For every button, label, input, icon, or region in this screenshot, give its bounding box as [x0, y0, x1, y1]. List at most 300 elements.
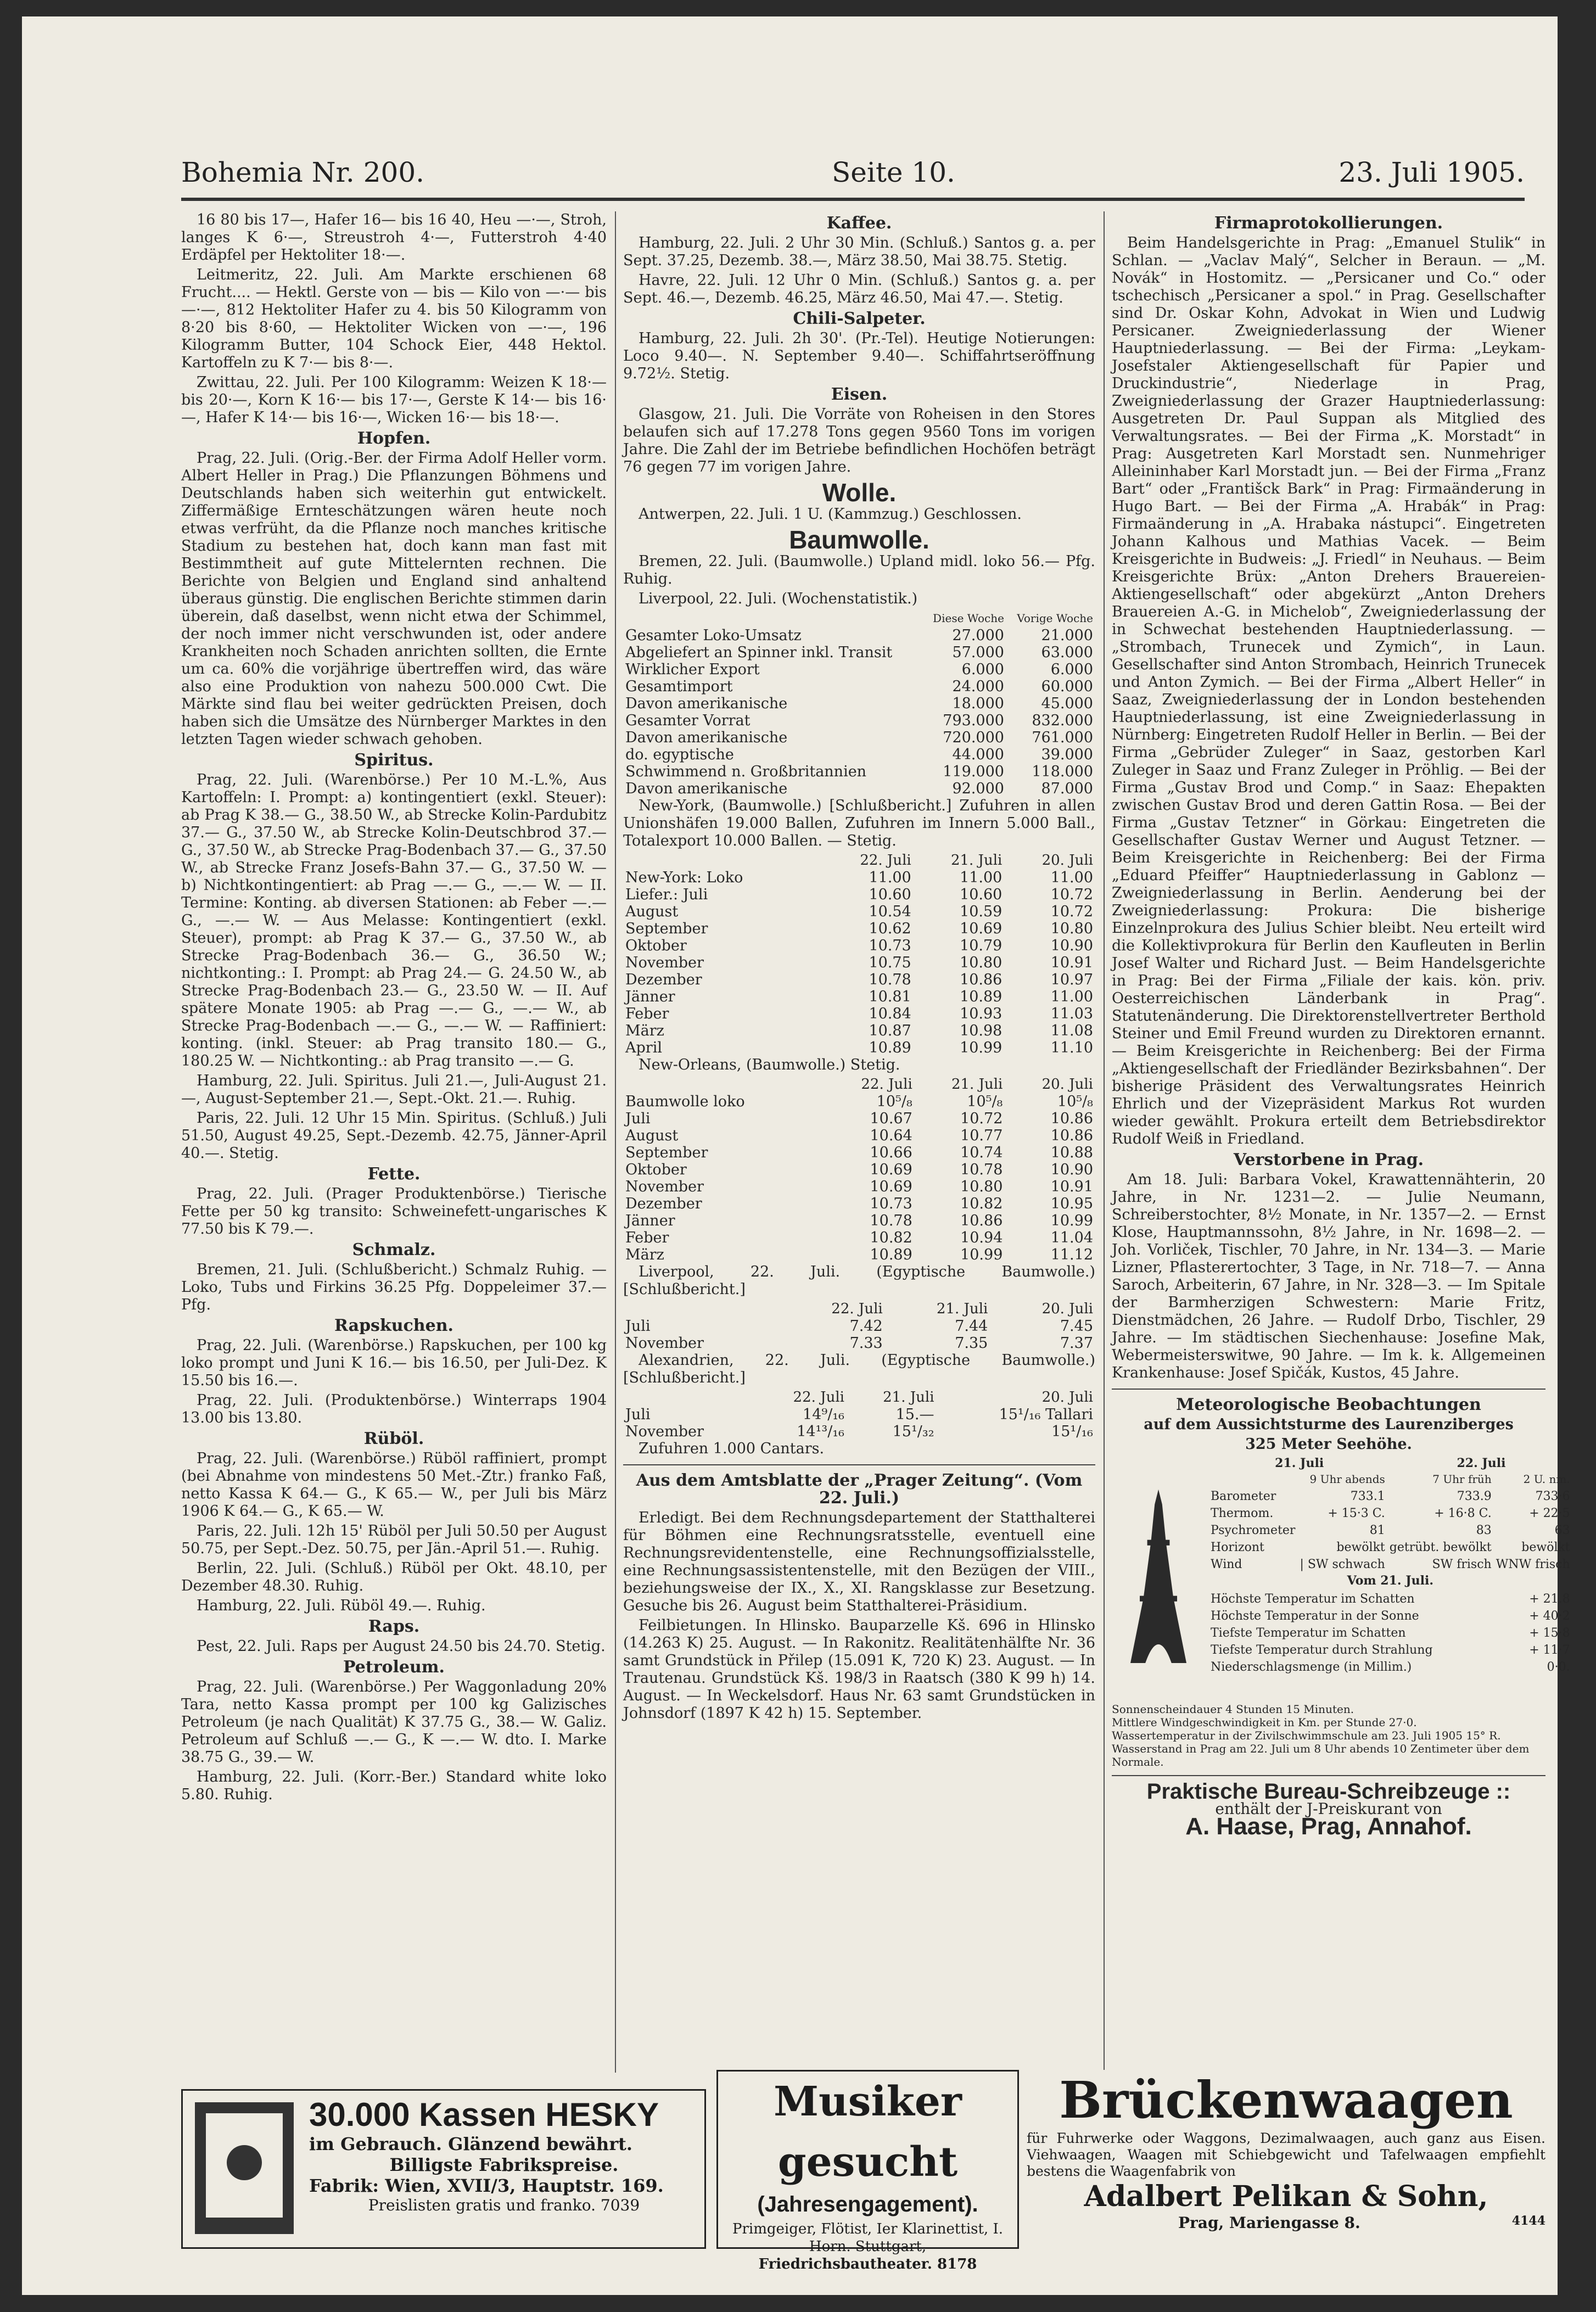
row-value: + 15·3 C. [1328, 1507, 1385, 1520]
row-value: 57.000 [952, 644, 1004, 661]
row-value: 10.72 [1050, 903, 1093, 920]
haase-ad [1112, 1779, 1545, 1840]
table-row [623, 954, 1095, 971]
row-label: Juli [625, 1406, 651, 1423]
table-row [623, 678, 1095, 695]
market-report: Leitmeritz, 22. Juli. Am Markte erschienen 68 Frucht.... — Hektl. Gerste von — bis — Kilo von —·— bis —·—, 812 Hektoliter Hafer zu 4. bis 50 Kilogramm von 8·20 bis 8·60, — Hektoliter Wicken von —·—, 196 Kilogramm Butter, 104 Schock Eier, 448 Hektol. Kartoffeln zu K 7·— bis 8·—. [181, 266, 607, 371]
col-header: 21. Juli [936, 1301, 988, 1317]
newspaper-page [22, 16, 1570, 2295]
row-label: Höchste Temperatur in der Sonne [1211, 1609, 1419, 1623]
meteo-extremes-table [1208, 1591, 1572, 1676]
table-row [1208, 1625, 1572, 1642]
row-label: Baumwolle loko [625, 1093, 745, 1110]
col-header: 20. Juli [1041, 1076, 1093, 1093]
hesky-title: 30.000 Kassen HESKY [309, 2096, 659, 2133]
meteo-height: 325 Meter Seehöhe. [1245, 1436, 1412, 1453]
market-report: Erledigt. Bei dem Rechnungsdepartement der Statthalterei für Böhmen eine Rechnungsratsstelle, eventuell eine Rechnungsrevidentenstelle, eine Rechnungsoffizialsstelle, eine Rechnungsassistentenstelle, mit den Bezügen der VIII., beziehungsweise der IX., X., XI. Rangsklasse zur Besetzung. Gesuche bis 26. August beim Statthalterei-Präsidium. [623, 1509, 1095, 1614]
row-value: 10.69 [870, 1178, 912, 1195]
row-value: 11.10 [1050, 1039, 1093, 1056]
section-heading: Firmaprotokollierungen. [1214, 214, 1443, 233]
row-value: 11.03 [1050, 1005, 1093, 1022]
meteo-time: 7 Uhr früh [1432, 1473, 1492, 1486]
row-value: 10.73 [869, 937, 911, 954]
alexandria-footnote: Zufuhren 1.000 Cantars. [639, 1440, 825, 1457]
col-header: Vorige Woche [1017, 612, 1093, 625]
table-row [623, 920, 1095, 937]
col-header: 22. Juli [831, 1301, 883, 1317]
col-header: 22. Juli [861, 1076, 912, 1093]
row-label: Tiefste Temperatur im Schatten [1211, 1626, 1406, 1640]
row-value: 10.86 [1050, 1110, 1093, 1127]
row-value: 10.89 [960, 988, 1003, 1005]
hesky-line: Billigste Fabrikspreise. [389, 2154, 619, 2175]
row-value: 10.88 [1050, 1144, 1093, 1161]
market-report: Prag, 22. Juli. (Orig.-Ber. der Firma Adolf Heller vorm. Albert Heller in Prag.) Die Pflanzungen Böhmens und Deutschlands haben sich weiterhin gut entwickelt. Ziffermäßige Ernteschätzungen wären heute noch etwas verfrüht, da die Pflanze noch manches kritische Stadium zu bestehen hat, doch kann man fast mit Bestimmtheit auf gute Mittelernten rechnen. Die Berichte von Belgien und England sind anhaltend überaus günstig. Die englischen Berichte stimmen darin überein, daß daselbst, wenn nicht etwa der Schimmel, der noch immer nicht verschwunden ist, oder andere Krankheiten noch Schaden anrichten sollten, die Ernte um ca. 60% die vorjährige übertreffen wird, das wäre also eine Produktion von nahezu 500.000 Cwt. Die Märkte sind flau bei weiter gedrückten Preisen, doch haben sich die Umsätze des Nürnberger Marktes in den letzten Tagen wieder schwach gehoben. [181, 450, 607, 748]
section-heading: Eisen. [831, 385, 888, 404]
table-row [623, 1039, 1095, 1056]
table-row [623, 1110, 1095, 1127]
liverpool-weekly-table [623, 610, 1095, 797]
row-value: 10.69 [960, 920, 1003, 937]
row-value: 45.000 [1041, 695, 1093, 712]
pelikan-number: 4144 [1511, 2214, 1545, 2228]
row-value: 10.78 [960, 1161, 1003, 1178]
row-value: 18.000 [952, 695, 1004, 712]
row-value: 10.86 [1050, 1127, 1093, 1144]
section-rule [623, 1464, 1095, 1465]
table-row [1208, 1556, 1572, 1573]
table-row [623, 763, 1095, 780]
row-value: 14¹³/₁₆ [797, 1423, 844, 1440]
row-value: getrübt. bewölkt [1389, 1541, 1492, 1554]
row-value: 10.72 [960, 1110, 1003, 1127]
row-value: 10.87 [869, 1022, 911, 1039]
column-markets-1 [181, 211, 607, 2073]
row-value: 118.000 [1032, 763, 1093, 780]
row-value: 10.78 [870, 1212, 912, 1229]
row-value: 10.81 [869, 988, 911, 1005]
row-value: + 21.8 [1529, 1592, 1570, 1606]
row-label: do. egyptische [625, 746, 734, 763]
row-value: 44.000 [952, 746, 1004, 763]
row-value: 10.99 [960, 1246, 1003, 1263]
market-report: Bremen, 21. Juli. (Schlußbericht.) Schmalz Ruhig. — Loko, Tubs und Firkins 36.25 Pfg. Doppeleimer 37.— Pfg. [181, 1261, 607, 1313]
meteo-note: Wassertemperatur in der Zivilschwimmschule am 23. Juli 1905 15° R. [1112, 1729, 1501, 1742]
hesky-line: im Gebrauch. Glänzend bewährt. [309, 2134, 632, 2154]
market-report: Paris, 22. Juli. 12 Uhr 15 Min. Spiritus. (Schluß.) Juli 51.50, August 49.25, Sept.-Dezemb. 42.75, Jänner-April 40.—. Stetig. [181, 1110, 607, 1162]
meteo-dates [1208, 1456, 1572, 1471]
row-value: 10.86 [960, 971, 1003, 988]
row-value: 10.75 [869, 954, 911, 971]
table-row [623, 729, 1095, 746]
issue-date: 23. Juli 1905. [1339, 156, 1525, 188]
meteo-table [1208, 1471, 1572, 1573]
row-value: 7.44 [955, 1318, 988, 1335]
row-value: 81 [1369, 1524, 1385, 1537]
meteo-date: 22. Juli [1457, 1456, 1506, 1470]
observation-tower-icon [1112, 1461, 1205, 1697]
row-value: 10.99 [1050, 1212, 1093, 1229]
row-label: Horizont [1211, 1541, 1264, 1554]
newyork-cotton-table [623, 852, 1095, 1056]
table-row [623, 1178, 1095, 1195]
row-value: 10.54 [869, 903, 911, 920]
row-value: 11.00 [1050, 869, 1093, 886]
row-label: Abgeliefert an Spinner inkl. Transit [625, 644, 893, 661]
musiker-ad [716, 2070, 1019, 2272]
market-report: Antwerpen, 22. Juli. 1 U. (Kammzug.) Geschlossen. [639, 506, 1022, 523]
row-value: 7.35 [955, 1335, 988, 1352]
row-label: Dezember [625, 971, 702, 988]
table-row [623, 746, 1095, 763]
row-label: November [625, 1335, 704, 1352]
row-value: 24.000 [952, 678, 1004, 695]
safe-icon [189, 2096, 299, 2240]
col-header: 20. Juli [1041, 852, 1093, 869]
section-heading-large: Baumwolle. [789, 525, 929, 554]
row-label: Jänner [625, 988, 675, 1005]
row-label: Wirklicher Export [625, 661, 760, 678]
table-row [623, 1161, 1095, 1178]
musiker-sub: (Jahresengagement). [757, 2192, 978, 2216]
row-value: 60.000 [1041, 678, 1093, 695]
hesky-ad [181, 2089, 706, 2249]
row-value: 10.98 [960, 1022, 1003, 1039]
pelikan-addr: Prag, Mariengasse 8. [1178, 2214, 1360, 2232]
col-header: Diese Woche [933, 612, 1004, 625]
meteo-time: 9 Uhr abends [1309, 1473, 1385, 1486]
section-heading-large: Wolle. [822, 478, 897, 507]
pelikan-ad [1027, 2070, 1545, 2246]
market-report: Beim Handelsgerichte in Prag: „Emanuel Stulik“ in Schlan. — „Vaclav Malý“, Selcher in Beraun. — „M. Novák“ in Hostomitz. — „Persicaner und Co.“ oder tschechisch „Persicaner a spol.“ in Prag. Gesellschafter sind Dr. Oskar Kohn, Advokat in Wien und Ludwig Persicaner. Zweigniederlassung der Wiener Hauptniederlassung. — Bei der Firma: „Leykam-Josefstaler Aktiengesellschaft für Papier und Druckindustrie“, Niederlage in Prag, Zweigniederlassung der Grazer Hauptniederlassung: Ausgetreten Dr. Paul Suppan als Mitglied des Verwaltungsrates. — Bei der Firma „K. Morstadt“ in Prag: Ausgetreten Karl Morstadt sen. Nunmehriger Alleininhaber Karl Morstadt jun. — Bei der Firma „Franz Bart“ oder „Františck Bark“ in Prag: Firmaänderung in Hugo Bart. — Bei der Firma „A. Hrabák“ in Prag: Firmaänderung in „A. Hrabaka nástupci“. Eingetreten Johann Kalhous und Mathias Vacek. — Beim Kreisgerichte in Budweis: „J. Friedl“ in Neuhaus. — Beim Kreisgerichte Brüx: „Anton Drehers Brauereien-Aktiengesellschaft“ oder abgekürzt „Anton Drehers Brauereien A.-G. in Michelob“, Zweigniederlassung der in Schwechat bestehenden Hauptniederlassung. — „Strombach, Trunecek und Zymich“, in Laun. Gesellschafter sind Anton Strombach, Heinrich Trunecek und Anton Zymich. — Bei der Firma „Albert Heller“ in Saaz, Zweigniederlassung der in London bestehenden Hauptniederlassung, ist eine Zweigniederlassung in Nürnberg: Eingetreten Rudolf Heller in Berlin. — Bei der Firma „Gebrüder Zuleger“ in Saaz, gestorben Karl Zuleger in Saaz und Franz Zuleger in Pröhlig. — Bei der Firma „Gustav Brod und Comp.“ in Saaz: Ehepakten zwischen Gustav Brod und deren Gattin Rosa. — Bei der Firma „Gustav Tetzner“ in Görkau: Eingetreten die Gesellschafter Gustav Werner und August Tetzner. — Beim Kreisgerichte in Reichenberg: Bei der Firma „Eduard Pfeiffer“ Hauptniederlassung in Gablonz — Zweigniederlassung in Berlin. Aenderung bei der Zweigniederlassung: Prokura: Die bisherige Einzelnprokura des Julius Schier bleibt. Neu erteilt wird die Kollektivprokura für Berlin den Kaufleuten in Berlin Josef Walter und Richard Just. — Beim Handelsgerichte in Prag: Bei der Firma „Filiale der kais. kön. priv. Oesterreichischen Länderbank in Prag“. Statutenänderung. Die Direktorenstellvertreter Berthold Steiner und Emil Freund wurden zu Direktoren ernannt. — Beim Kreisgerichte in Reichenberg: Bei der Firma „Aktiengesellschaft der Friedländer Bezirksbahnen“. Der bisherige Präsident des Verwaltungsrates Heinrich Ehrlich und der Vizepräsident Markus Rot wurden wieder gewählt. Prokura erteilt dem Betriebsdirektor Rudolf Weiß in Friedland. [1112, 234, 1545, 1147]
market-report: Prag, 22. Juli. (Warenbörse.) Rüböl raffiniert, prompt (bei Abnahme von mindestens 50 Met.-Ztr.) franko Faß, netto Kassa K 64.— G., K 65.— W., per Juli bis März 1906 K 64.— G., K 65.— W. [181, 1450, 607, 1520]
table-row [1208, 1539, 1572, 1556]
row-label: New-York: Loko [625, 869, 743, 886]
meteo-subtitle: auf dem Aussichtsturme des Laurenziberges [1144, 1416, 1514, 1433]
table-row [1208, 1522, 1572, 1539]
row-value: 10.94 [960, 1229, 1003, 1246]
section-heading: Kaffee. [826, 214, 892, 233]
row-value: 6.000 [961, 661, 1004, 678]
musiker-title: Musiker gesucht [774, 2078, 962, 2186]
section-heading: Hopfen. [357, 429, 431, 448]
meteo-box [1112, 1395, 1570, 1768]
row-label: Psychrometer [1211, 1524, 1296, 1537]
column-markets-2 [623, 211, 1095, 2073]
row-label: Thermom. [1211, 1507, 1274, 1520]
musiker-text: Friedrichsbautheater. 8178 [758, 2256, 977, 2272]
row-value: WNW frisch [1496, 1558, 1570, 1571]
row-value: 10.59 [960, 903, 1003, 920]
table-row [623, 903, 1095, 920]
row-value: 10.72 [1050, 886, 1093, 903]
col-header: 21. Juli [950, 852, 1003, 869]
table-row [1208, 1659, 1572, 1676]
table-row [623, 1212, 1095, 1229]
row-value: bewölkt [1336, 1541, 1385, 1554]
row-value: 10.97 [1050, 971, 1093, 988]
row-value: 10.82 [870, 1229, 912, 1246]
row-label: Oktober [625, 937, 687, 954]
meteo-time: 2 U. nm. [1523, 1473, 1570, 1486]
col-header: 20. Juli [1041, 1301, 1093, 1317]
row-value: 63 [1554, 1524, 1570, 1537]
row-label: September [625, 1144, 708, 1161]
row-value: 10.90 [1050, 1161, 1093, 1178]
table-row [623, 1406, 1095, 1423]
liverpool-egyptian-report: Liverpool, 22. Juli. (Egyptische Baumwolle.) [Schlußbericht.] [623, 1263, 1095, 1298]
row-value: 10.86 [960, 1212, 1003, 1229]
hesky-line: Fabrik: Wien, XVII/3, Hauptstr. 169. [309, 2175, 664, 2196]
haase-text: enthält der J-Preiskurant von [1215, 1800, 1442, 1818]
section-heading: Verstorbene in Prag. [1233, 1150, 1424, 1169]
musiker-text: Primgeiger, Flötist, Ier Klarinettist, I. Horn. Stuttgart, [732, 2221, 1003, 2255]
official-gazette-section [623, 1472, 1095, 1722]
row-label: Tiefste Temperatur durch Strahlung [1211, 1643, 1433, 1657]
market-report: Havre, 22. Juli. 12 Uhr 0 Min. (Schluß.) Santos g. a. per Sept. 46.—, Dezemb. 46.25, März 46.50, Mai 47.—. Stetig. [623, 272, 1095, 306]
row-label: Davon amerikanische [625, 729, 788, 746]
row-value: 39.000 [1041, 746, 1093, 763]
row-value: 7.33 [849, 1335, 883, 1352]
market-report: Hamburg, 22. Juli. Rüböl 49.—. Ruhig. [197, 1597, 486, 1614]
row-value: SW frisch [1432, 1558, 1492, 1571]
paper-title: Bohemia Nr. 200. [181, 156, 425, 188]
row-value: 733.9 [1457, 1490, 1492, 1503]
row-label: Niederschlagsmenge (in Millim.) [1211, 1660, 1412, 1674]
table-row [623, 988, 1095, 1005]
pelikan-text: für Fuhrwerke oder Waggons, Dezimalwaagen, auch ganz aus Eisen. Viehwaagen, Waagen mit Schiebgewicht und Tafelwaagen empfiehlt bestens die Waagenfabrik von [1027, 2130, 1545, 2179]
row-label: November [625, 1423, 704, 1440]
section-heading: Raps. [368, 1617, 420, 1636]
table-row [1208, 1608, 1572, 1625]
row-value: + 22·5 [1529, 1507, 1570, 1520]
row-value: 10⁵/₈ [967, 1093, 1003, 1110]
row-value: 733.1 [1350, 1490, 1385, 1503]
market-report: Hamburg, 22. Juli. Spiritus. Juli 21.—, Juli-August 21.—, August-September 21.—, Sept.-Okt. 21.—. Ruhig. [181, 1072, 607, 1107]
market-report: Prag, 22. Juli. (Warenbörse.) Per Waggonladung 20% Tara, netto Kassa prompt per 100 kg Galizisches Petroleum (je nach Qualität) K 37.75 G., 38.— W. Galiz. Petroleum auf Schluß —.— G., K —.— W. dto. I. Marke 38.75 G., 39.— W. [181, 1678, 607, 1766]
row-value: 10.60 [960, 886, 1003, 903]
row-value: 10.77 [960, 1127, 1003, 1144]
table-row [1208, 1591, 1572, 1608]
row-value: 11.00 [960, 869, 1003, 886]
row-value: 10.84 [869, 1005, 911, 1022]
row-value: 10.73 [870, 1195, 912, 1212]
meteo-note: Wasserstand in Prag am 22. Juli um 8 Uhr abends 10 Zentimeter über dem Normale. [1112, 1742, 1530, 1768]
notices-section [1112, 215, 1545, 1382]
row-value: 10.80 [1050, 920, 1093, 937]
row-value: + 15·8 [1529, 1626, 1570, 1640]
row-label: Schwimmend n. Großbritannien [625, 763, 867, 780]
row-value: 15.— [895, 1406, 934, 1423]
row-value: 83 [1476, 1524, 1492, 1537]
row-value: + 16·8 C. [1434, 1507, 1492, 1520]
table-row [623, 644, 1095, 661]
table-row [623, 1423, 1095, 1440]
meteo-day-label: Vom 21. Juli. [1347, 1574, 1434, 1588]
section-rule [1112, 1775, 1545, 1776]
table-row [623, 869, 1095, 886]
row-value: 92.000 [952, 780, 1004, 797]
market-report: Prag, 22. Juli. (Produktenbörse.) Winterraps 1904 13.00 bis 13.80. [181, 1392, 607, 1426]
column-divider [1104, 211, 1105, 2073]
section-heading: Fette. [367, 1165, 421, 1184]
row-value: 10.79 [960, 937, 1003, 954]
row-value: 10.80 [960, 1178, 1003, 1195]
column-notices [1112, 211, 1570, 2073]
alexandria-report: Alexandrien, 22. Juli. (Egyptische Baumwolle.) [Schlußbericht.] [623, 1352, 1095, 1386]
newyork-report: New-York, (Baumwolle.) [Schlußbericht.] Zufuhren in allen Unionshäfen 19.000 Ballen, Zufuhren im Innern 5.000 Ball., Totalexport 10.000 Ballen. — Stetig. [623, 797, 1095, 849]
table-row [623, 971, 1095, 988]
row-value: 10.64 [870, 1127, 912, 1144]
row-value: 15¹/₁₆ Tallari [999, 1406, 1093, 1423]
market-report: Prag, 22. Juli. (Warenbörse.) Per 10 M.-L.%, Aus Kartoffeln: I. Prompt: a) kontingentiert (exkl. Steuer): ab Prag K 38.— G., 38.50 W., ab Strecke Kolin-Pardubitz 37.— G., 37.50 W., ab Strecke Kolin-Deutschbrod 37.— G., 37.50 W., ab Strecke Prag-Bodenbach 37.— G., 37.50 W., ab Strecke Franz Josefs-Bahn 37.— G., 37.50 W. — b) Nichtkontingentiert: ab Prag —.— G., —.— W. — II. Termine: Konting. ab diversen Stationen: ab Feber —.— G., —.— W. — Aus Melasse: Kontingentiert (exkl. Steuer), prompt: ab Prag K 37.— G., 37.50 W., ab Strecke Prag-Bodenbach 36.— G., 36.50 W.; nichtkonting.: I. Prompt: ab Prag 24.— G. 24.50 W., ab Strecke Prag-Bodenbach 23.— G., 23.50 W. — II. Auf spätere Monate 1905: ab Prag —.— G., —.— W., ab Strecke Prag-Bodenbach —.— G., —.— W. — Raffiniert: konting. (inkl. Steuer: ab Prag transito 180.— G., 180.25 W. — Nichtkonting.: ab Prag transito —.— G. [181, 771, 607, 1070]
section-heading: Rüböl. [363, 1429, 424, 1448]
row-label: Wind [1211, 1558, 1242, 1571]
row-value: 11.04 [1050, 1229, 1093, 1246]
col-header: 22. Juli [860, 852, 911, 869]
row-label: April [625, 1039, 662, 1056]
row-value: 832.000 [1032, 712, 1093, 729]
row-value: 10.74 [960, 1144, 1003, 1161]
col-header: 20. Juli [1041, 1389, 1093, 1406]
meteo-note: Sonnenscheindauer 4 Stunden 15 Minuten. [1112, 1703, 1354, 1716]
table-row [1208, 1642, 1572, 1659]
row-value: 6.000 [1050, 661, 1093, 678]
row-value: | SW schwach [1300, 1558, 1385, 1571]
row-value: 10.66 [870, 1144, 912, 1161]
row-value: + 11·7 [1529, 1643, 1570, 1657]
row-label: Davon amerikanische [625, 695, 788, 712]
row-value: 11.00 [1050, 988, 1093, 1005]
row-value: 10.78 [869, 971, 911, 988]
section-heading: Spiritus. [354, 751, 434, 770]
col-header: 21. Juli [883, 1389, 934, 1406]
table-row [623, 937, 1095, 954]
table-row [623, 1144, 1095, 1161]
row-label: Gesamtimport [625, 678, 733, 695]
table-row [623, 1229, 1095, 1246]
row-value: 10.93 [960, 1005, 1003, 1022]
row-label: November [625, 1178, 704, 1195]
row-value: 7.45 [1060, 1318, 1093, 1335]
col-header: 22. Juli [793, 1389, 844, 1406]
section-heading: Aus dem Amtsblatte der „Prager Zeitung“. (Vom 22. Juli.) [636, 1471, 1083, 1508]
section-heading: Chili-Salpeter. [793, 309, 926, 328]
row-label: Gesamter Vorrat [625, 712, 751, 729]
table-row [623, 1127, 1095, 1144]
row-value: 10.62 [869, 920, 911, 937]
col-header: 21. Juli [951, 1076, 1003, 1093]
row-label: September [625, 920, 708, 937]
table-row [623, 695, 1095, 712]
row-value: 11.08 [1050, 1022, 1093, 1039]
table-row [623, 712, 1095, 729]
row-label: Jänner [625, 1212, 675, 1229]
row-value: 11.00 [869, 869, 911, 886]
market-report: Hamburg, 22. Juli. 2h 30'. (Pr.-Tel). Heutige Notierungen: Loco 9.40—. N. September 9.40—. Schiffahrtseröffnung 9.72½. Stetig. [623, 330, 1095, 382]
row-value: 10.89 [869, 1039, 911, 1056]
row-value: 10.69 [870, 1161, 912, 1178]
page-number: Seite 10. [832, 156, 955, 188]
row-label: Oktober [625, 1161, 687, 1178]
pelikan-title: Brückenwaagen [1059, 2070, 1513, 2130]
row-value: 15¹/₁₆ [1051, 1423, 1093, 1440]
row-value: 720.000 [943, 729, 1004, 746]
row-value: 10.67 [870, 1110, 912, 1127]
commodities-section [623, 215, 1095, 608]
row-value: 10⁵/₈ [1057, 1093, 1093, 1110]
row-label: Juli [625, 1110, 651, 1127]
row-value: 10.99 [960, 1039, 1003, 1056]
table-row [623, 886, 1095, 903]
table-row [623, 1335, 1095, 1352]
neworleans-report: New-Orleans, (Baumwolle.) Stetig. [639, 1056, 900, 1073]
table-row [623, 627, 1095, 644]
row-value: 10.95 [1050, 1195, 1093, 1212]
row-value: 761.000 [1032, 729, 1093, 746]
market-report: Paris, 22. Juli. 12h 15' Rüböl per Juli 50.50 per August 50.75, per Sept.-Dez. 50.75, per Jän.-April 51.—. Ruhig. [181, 1522, 607, 1557]
liverpool-egyptian-table [623, 1301, 1095, 1352]
row-label: Davon amerikanische [625, 780, 788, 797]
row-value: 10.89 [870, 1246, 912, 1263]
row-value: 119.000 [943, 763, 1004, 780]
table-row [1208, 1505, 1572, 1522]
row-value: 793.000 [943, 712, 1004, 729]
header-rule [181, 198, 1525, 201]
row-value: 10⁵/₈ [876, 1093, 912, 1110]
table-row [623, 661, 1095, 678]
table-row [623, 780, 1095, 797]
row-label: Feber [625, 1229, 669, 1246]
row-value: 15¹/₃₂ [892, 1423, 934, 1440]
row-label: Feber [625, 1005, 669, 1022]
market-report: Prag, 22. Juli. (Prager Produktenbörse.) Tierische Fette per 50 kg transito: Schweinefett-ungarisches K 77.50 bis K 79.—. [181, 1185, 607, 1238]
table-row [1208, 1488, 1572, 1505]
meteo-notes [1112, 1703, 1545, 1768]
row-label: Liefer.: Juli [625, 886, 708, 903]
meteo-date: 21. Juli [1275, 1456, 1324, 1470]
row-value: 10.80 [960, 954, 1003, 971]
row-label: März [625, 1022, 664, 1039]
section-heading: Schmalz. [352, 1240, 436, 1259]
haase-headline: Praktische Bureau-Schreibzeuge :: [1146, 1779, 1511, 1804]
row-value: 10.91 [1050, 954, 1093, 971]
row-value: + 40·2 [1529, 1609, 1570, 1623]
row-label: August [625, 1127, 679, 1144]
market-report: Zwittau, 22. Juli. Per 100 Kilogramm: Weizen K 18·— bis 20·—, Korn K 16·— bis 17·—, Gerste K 14·— bis 16·—, Hafer K 14·— bis 16·—, Wicken 16·— bis 18·—. [181, 374, 607, 426]
hesky-line: Preislisten gratis und franko. 7039 [368, 2196, 640, 2214]
market-report: Berlin, 22. Juli. (Schluß.) Rüböl per Okt. 48.10, per Dezember 48.30. Ruhig. [181, 1560, 607, 1594]
row-value: 7.42 [849, 1318, 883, 1335]
row-label: Dezember [625, 1195, 702, 1212]
row-value: 733·6 [1535, 1490, 1570, 1503]
row-label: Juli [625, 1318, 651, 1335]
market-report: 16 80 bis 17—, Hafer 16— bis 16 40, Heu —·—, Stroh, langes K 6·—, Streustroh 4·—, Futterstroh 4·40 Erdäpfel per Hektoliter 18·—. [181, 211, 607, 264]
market-report: Glasgow, 21. Juli. Die Vorräte von Roheisen in den Stores belaufen sich auf 17.278 Tons gegen 9560 Tons im vorigen Jahre. Die Zahl der im Betriebe befindlichen Hochöfen beträgt 76 gegen 77 im vorigen Jahre. [623, 406, 1095, 475]
table-row [623, 1318, 1095, 1335]
table-row [623, 1022, 1095, 1039]
row-value: 10.90 [1050, 937, 1093, 954]
market-report: Prag, 22. Juli. (Warenbörse.) Rapskuchen, per 100 kg loko prompt und Juni K 16.— bis 16.50, per Juli-Dez. K 15.50 bis 16.—. [181, 1337, 607, 1389]
section-heading: Petroleum. [343, 1658, 445, 1677]
meteo-title: Meteorologische Beobachtungen [1176, 1395, 1481, 1414]
market-report: Hamburg, 22. Juli. 2 Uhr 30 Min. (Schluß.) Santos g. a. per Sept. 37.25, Dezemb. 38.—, März 38.50, Mai 38.75. Stetig. [623, 234, 1095, 269]
row-value: 63.000 [1041, 644, 1093, 661]
meteo-note: Mittlere Windgeschwindigkeit in Km. per Stunde 27·0. [1112, 1716, 1417, 1729]
column-divider [615, 211, 616, 2073]
pelikan-address [1027, 2214, 1545, 2232]
section-heading: Rapskuchen. [334, 1316, 453, 1335]
